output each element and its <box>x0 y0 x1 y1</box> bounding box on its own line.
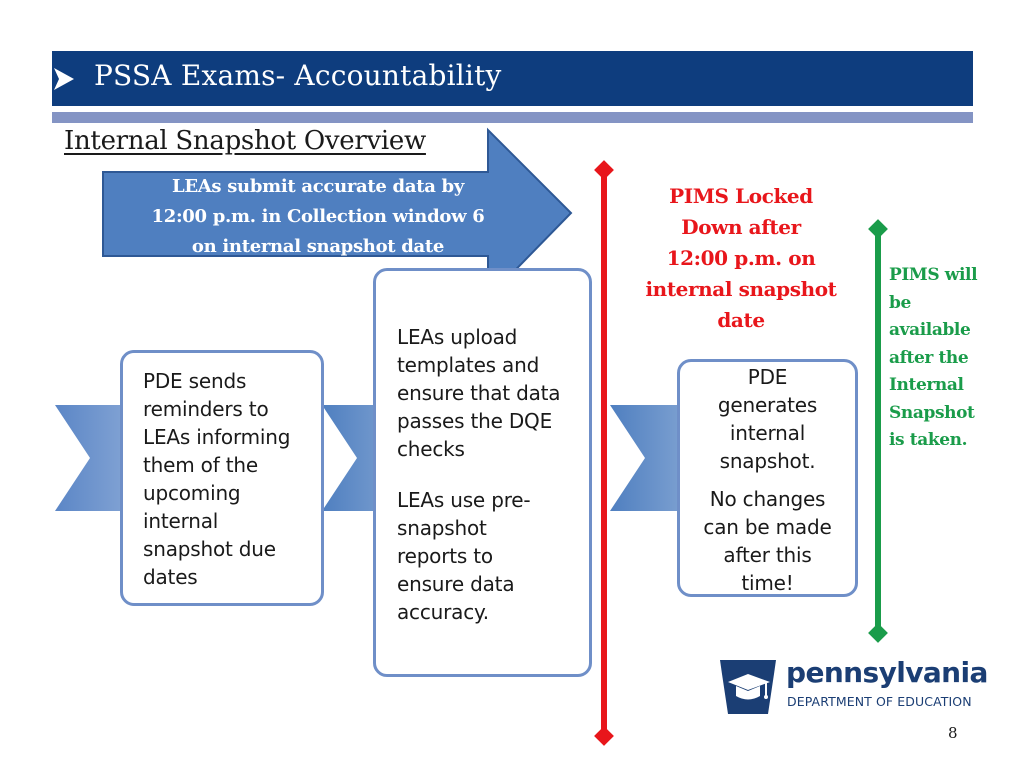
slide-title: PSSA Exams- Accountability <box>94 59 502 92</box>
pims-available-notice: PIMS will be available after the Internal Snapshot is taken. <box>889 265 978 450</box>
pde-generates-text: PDE generates internal snapshot. <box>717 365 818 473</box>
leas-upload-box <box>373 268 592 677</box>
logo-wordmark: pennsylvania <box>786 656 988 689</box>
pde-generates-box <box>677 359 858 597</box>
pims-locked-notice: PIMS Locked Down after 12:00 p.m. on internal snapshot date <box>645 184 837 332</box>
keystone-graduation-cap-icon <box>716 656 780 718</box>
pde-reminders-text: PDE sends reminders to LEAs informing them of the upcoming internal snapshot due dates <box>143 369 291 589</box>
logo-department: DEPARTMENT OF EDUCATION <box>787 694 972 709</box>
pde-logo <box>716 656 986 718</box>
lockdown-deadline-line <box>594 160 614 746</box>
section-heading: Internal Snapshot Overview <box>64 126 426 156</box>
leas-upload-text: LEAs upload templates and ensure that data passes the DQE checks <box>397 325 561 461</box>
pde-reminders-box <box>120 350 324 606</box>
availability-line <box>868 219 888 643</box>
page-number: 8 <box>948 724 958 742</box>
no-changes-text: No changes can be made after this time! <box>703 487 832 595</box>
leas-prereport-text: LEAs use pre- snapshot reports to ensure data accuracy. <box>397 488 531 624</box>
callout-text: LEAs submit accurate data by 12:00 p.m. in Collection window 6 on internal snapshot date <box>151 176 485 257</box>
